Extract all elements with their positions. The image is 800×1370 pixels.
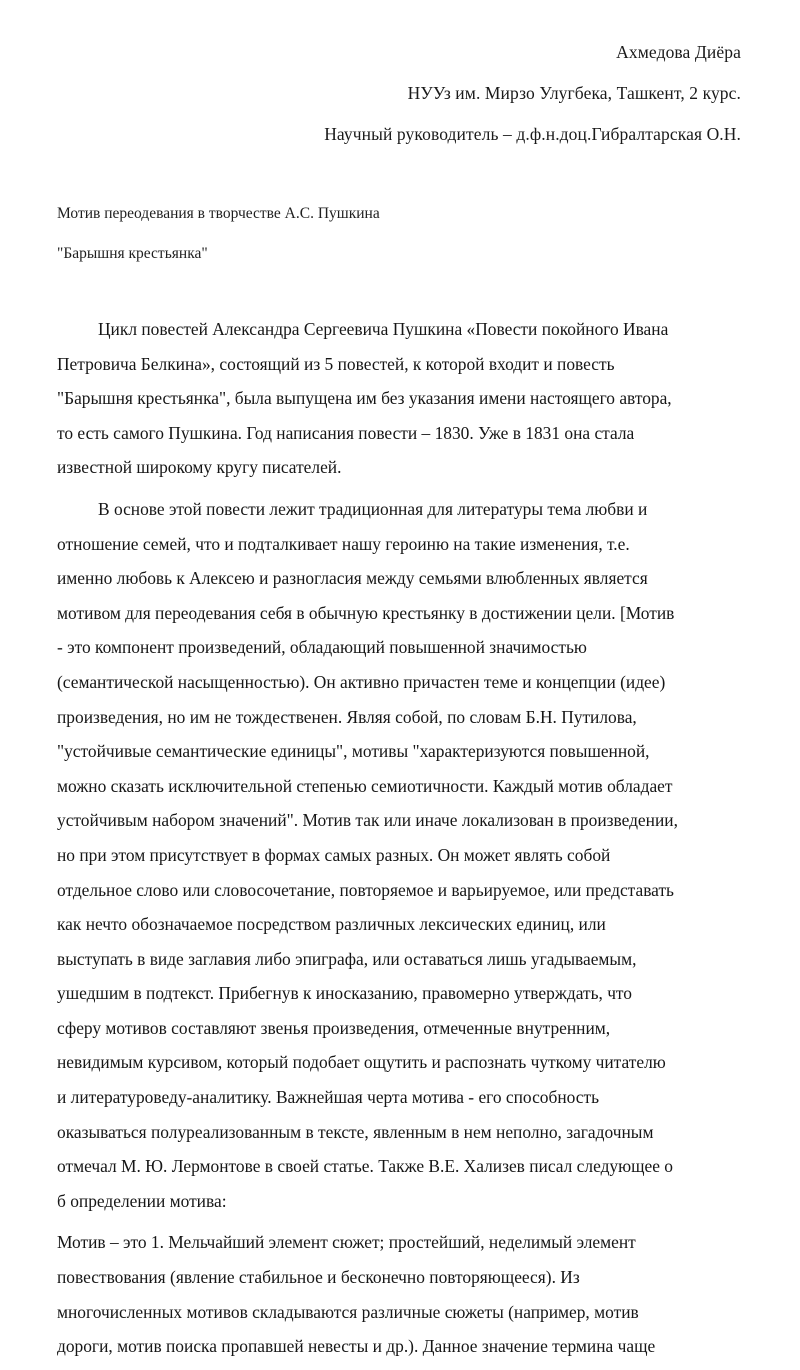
title-line-subtitle: "Барышня крестьянка" — [57, 245, 208, 262]
text-line: невидимым курсивом, который подобает ощутить и распознать чуткому читателю — [57, 1052, 666, 1073]
text-line: произведения, но им не тождественен. Являя собой, по словам Б.Н. Путилова, — [57, 706, 637, 727]
document-header — [57, 32, 741, 155]
document-content — [57, 32, 741, 1370]
text-line: "устойчивые семантические единицы", мотивы "характеризуются повышенной, — [57, 741, 650, 762]
text-line: - это компонент произведений, обладающий повышенной значимостью — [57, 637, 587, 658]
text-line: (семантической насыщенностью). Он активно причастен теме и концепции (идее) — [57, 671, 666, 692]
document-title — [57, 194, 741, 274]
text-line: дороги, мотив поиска пропавшей невесты и др.). Данное значение термина чаще — [57, 1336, 656, 1357]
paragraph-3 — [57, 1225, 741, 1363]
text-line: Цикл повестей Александра Сергеевича Пушкина «Повести покойного Ивана — [98, 319, 669, 339]
paragraph-1 — [57, 312, 741, 485]
text-line: В основе этой повести лежит традиционная для литературы тема любви и — [98, 498, 648, 519]
text-line: повествования (явление стабильное и бесконечно повторяющееся). Из — [57, 1267, 580, 1288]
document-body — [57, 312, 741, 1364]
text-line: оказываться полуреализованным в тексте, явленным в нем неполно, загадочным — [57, 1121, 654, 1142]
text-line: многочисленных мотивов складываются различные сюжеты (например, мотив — [57, 1301, 639, 1322]
text-line: ушедшим в подтекст. Прибегнув к иносказанию, правомерно утверждать, что — [57, 983, 633, 1004]
text-line: но при этом присутствует в формах самых разных. Он может являть собой — [57, 844, 611, 865]
text-line: б определении мотива: — [57, 1190, 227, 1211]
text-line: можно сказать исключительной степенью семиотичности. Каждый мотив обладает — [57, 775, 673, 796]
text-line: известной широкому кругу писателей. — [57, 457, 342, 478]
text-line: именно любовь к Алексею и разногласия между семьями влюбленных является — [57, 568, 648, 589]
text-line: то есть самого Пушкина. Год написания повести – 1830. Уже в 1831 она стала — [57, 422, 635, 443]
text-line: отдельное слово или словосочетание, повторяемое и варьируемое, или представать — [57, 879, 674, 900]
text-line: отмечал М. Ю. Лермонтове в своей статье. Также В.Е. Хализев писал следующее о — [57, 1156, 673, 1177]
text-line: "Барышня крестьянка", была выпущена им без указания имени настоящего автора, — [57, 388, 672, 409]
header-author-line: Ахмедова Диёра — [616, 42, 741, 62]
text-line: Петровича Белкина», состоящий из 5 повестей, к которой входит и повесть — [57, 353, 615, 374]
text-line: сферу мотивов составляют звенья произведения, отмеченные внутренним, — [57, 1017, 611, 1038]
text-line: Мотив – это 1. Мельчайший элемент сюжет; простейший, неделимый элемент — [57, 1232, 636, 1253]
header-university-line: НУУз им. Мирзо Улугбека, Ташкент, 2 курс. — [407, 83, 741, 103]
text-line: устойчивым набором значений". Мотив так или иначе локализован в произведении, — [57, 810, 678, 831]
header-supervisor-line: Научный руководитель – д.ф.н.доц.Гибралтарская О.Н. — [324, 124, 741, 144]
text-line: мотивом для переодевания себя в обычную крестьянку в достижении цели. [Мотив — [57, 602, 675, 623]
text-line: и литературоведу-аналитику. Важнейшая черта мотива - его способность — [57, 1087, 600, 1108]
title-line-main: Мотив переодевания в творчестве А.С. Пушкина — [57, 205, 380, 222]
text-line: отношение семей, что и подталкивает нашу героиню на такие изменения, т.е. — [57, 533, 630, 554]
text-line: выступать в виде заглавия либо эпиграфа, или оставаться лишь угадываемым, — [57, 948, 637, 969]
paragraph-2 — [57, 492, 741, 1218]
text-line: как нечто обозначаемое посредством различных лексических единиц, или — [57, 914, 606, 935]
